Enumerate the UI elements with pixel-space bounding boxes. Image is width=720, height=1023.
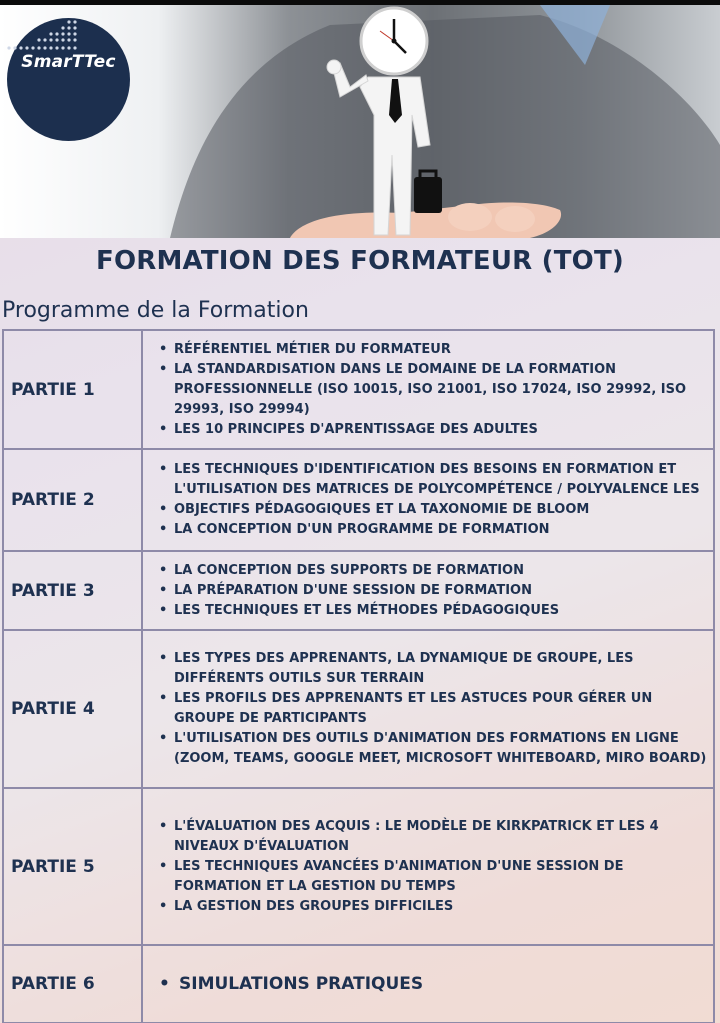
hero-image	[0, 5, 720, 238]
part-content	[142, 330, 714, 449]
part-label: PARTIE 1	[3, 330, 142, 449]
list-item: • SIMULATIONS PRATIQUES	[159, 973, 707, 995]
logo-text: SmarTTec	[21, 52, 116, 72]
part-label: PARTIE 6	[3, 945, 142, 1023]
list-item: • LES 10 PRINCIPES D'APRENTISSAGE DES ADULTES	[159, 420, 707, 440]
table-row	[3, 945, 714, 1023]
part-label: PARTIE 2	[3, 449, 142, 551]
list-item: • LES TECHNIQUES ET LES MÉTHODES PÉDAGOGIQUES	[159, 601, 707, 621]
list-item: • L'ÉVALUATION DES ACQUIS : LE MODÈLE DE KIRKPATRICK ET LES 4 NIVEAUX D'ÉVALUATION	[159, 817, 707, 857]
part-content	[142, 449, 714, 551]
briefcase-icon	[414, 171, 442, 213]
list-item: • LA CONCEPTION DES SUPPORTS DE FORMATION	[159, 561, 707, 581]
table-row	[3, 630, 714, 788]
table-row	[3, 551, 714, 630]
list-item: • LES TECHNIQUES AVANCÉES D'ANIMATION D'UNE SESSION DE FORMATION ET LA GESTION DU TEMPS	[159, 857, 707, 897]
part-content	[142, 945, 714, 1023]
list-item: • LA PRÉPARATION D'UNE SESSION DE FORMATION	[159, 581, 707, 601]
part-label: PARTIE 4	[3, 630, 142, 788]
page-title: FORMATION DES FORMATEUR (TOT)	[96, 246, 624, 276]
part-label: PARTIE 3	[3, 551, 142, 630]
logo	[7, 18, 130, 141]
part-content	[142, 551, 714, 630]
table-row	[3, 449, 714, 551]
table-row	[3, 788, 714, 945]
list-item: • LA CONCEPTION D'UN PROGRAMME DE FORMATION	[159, 520, 707, 540]
list-item: • RÉFÉRENTIEL MÉTIER DU FORMATEUR	[159, 340, 707, 360]
part-content	[142, 630, 714, 788]
list-item: • LES TECHNIQUES D'IDENTIFICATION DES BESOINS EN FORMATION ET L'UTILISATION DES MATRICES DE POLYCOMPÉTENCE / POLYVALENCE LES	[159, 460, 707, 500]
list-item: • LA GESTION DES GROUPES DIFFICILES	[159, 897, 707, 917]
list-item: • OBJECTIFS PÉDAGOGIQUES ET LA TAXONOMIE DE BLOOM	[159, 500, 707, 520]
list-item: • LES PROFILS DES APPRENANTS ET LES ASTUCES POUR GÉRER UN GROUPE DE PARTICIPANTS	[159, 689, 707, 729]
part-content	[142, 788, 714, 945]
table-row	[3, 330, 714, 449]
program-table	[2, 329, 715, 1023]
part-label: PARTIE 5	[3, 788, 142, 945]
list-item: • LES TYPES DES APPRENANTS, LA DYNAMIQUE DE GROUPE, LES DIFFÉRENTS OUTILS SUR TERRAIN	[159, 649, 707, 689]
page-subtitle: Programme de la Formation	[2, 298, 309, 323]
dot-matrix-icon	[7, 18, 81, 58]
list-item: • LA STANDARDISATION DANS LE DOMAINE DE LA FORMATION PROFESSIONNELLE (ISO 10015, ISO 21001, ISO 17024, ISO 29992, ISO 29993, ISO 29994)	[159, 360, 707, 420]
list-item: • L'UTILISATION DES OUTILS D'ANIMATION DES FORMATIONS EN LIGNE (ZOOM, TEAMS, GOOGLE MEET, MICROSOFT WHITEBOARD, MIRO BOARD)	[159, 729, 707, 769]
